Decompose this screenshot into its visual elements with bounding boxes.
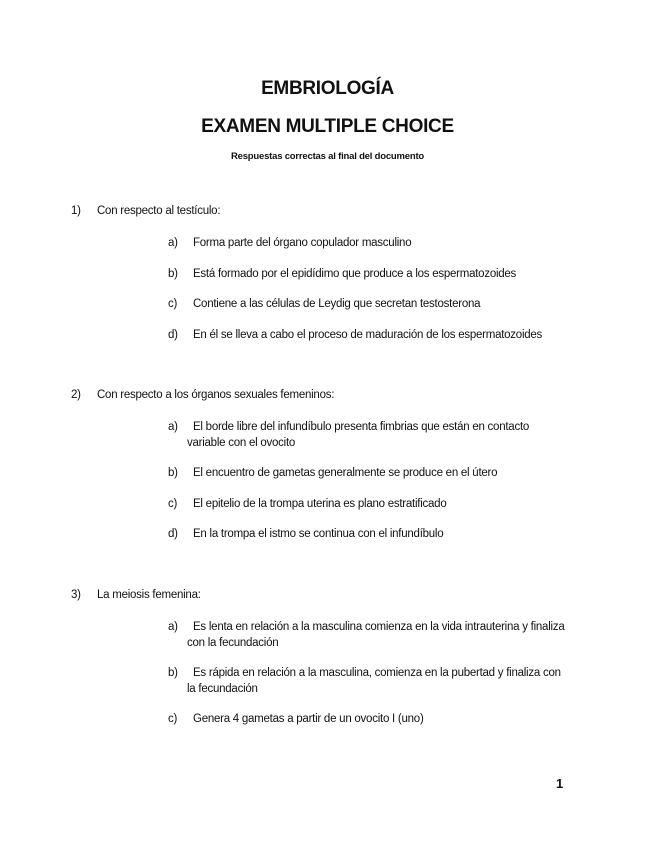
question-2-option-d [168,527,568,543]
option-letter: b) [168,268,178,280]
option-letter: b) [168,667,178,679]
option-letter: c) [168,298,178,310]
answers-note: Respuestas correctas al final del documento [230,151,425,162]
page-number: 1 [556,776,564,791]
question-2-option-c [168,497,568,513]
option-letter: c) [168,713,178,725]
option-text: Está formado por el epidídimo que produce a los espermatozoides [193,268,517,280]
option-text: Contiene a las células de Leydig que secretan testosterona [193,298,481,310]
option-letter: a) [168,237,178,249]
question-number: 2) [71,389,81,401]
question-1-option-a [168,236,568,252]
question-text: Con respecto al testículo: [97,205,221,217]
question-number: 3) [71,589,81,601]
question-2-option-a [168,420,568,451]
option-letter: a) [168,421,178,433]
question-3 [71,589,201,601]
question-2-option-b [168,466,568,482]
option-text: En la trompa el istmo se continua con el infundíbulo [193,528,444,540]
question-number: 1) [71,205,81,217]
option-letter: d) [168,528,178,540]
question-3-option-a [168,620,568,651]
question-2 [71,389,334,401]
option-text: Forma parte del órgano copulador masculino [193,237,412,249]
option-letter: a) [168,621,178,633]
option-text: En él se lleva a cabo el proceso de maduración de los espermatozoides [193,329,543,341]
question-1-option-c [168,297,568,313]
question-1-option-b [168,267,568,283]
option-letter: c) [168,498,178,510]
document-title: EMBRIOLOGÍA [261,78,394,99]
option-letter: d) [168,329,178,341]
exam-title: EXAMEN MULTIPLE CHOICE [201,116,454,137]
option-text: El epitelio de la trompa uterina es plano estratificado [193,498,447,510]
question-1-option-d [168,328,568,344]
option-text: Es rápida en relación a la masculina, comienza en la pubertad y finaliza con la fecundación [187,667,561,695]
question-3-option-b [168,666,568,697]
option-text: Es lenta en relación a la masculina comienza en la vida intrauterina y finaliza con la fecundación [187,621,565,649]
option-text: El borde libre del infundíbulo presenta fimbrias que están en contacto variable con el ovocito [187,421,530,449]
question-3-option-c [168,712,568,728]
option-text: Genera 4 gametas a partir de un ovocito I (uno) [193,713,424,725]
question-text: La meiosis femenina: [97,589,201,601]
question-1 [71,205,220,217]
question-text: Con respecto a los órganos sexuales femeninos: [97,389,335,401]
option-letter: b) [168,467,178,479]
option-text: El encuentro de gametas generalmente se produce en el útero [193,467,498,479]
